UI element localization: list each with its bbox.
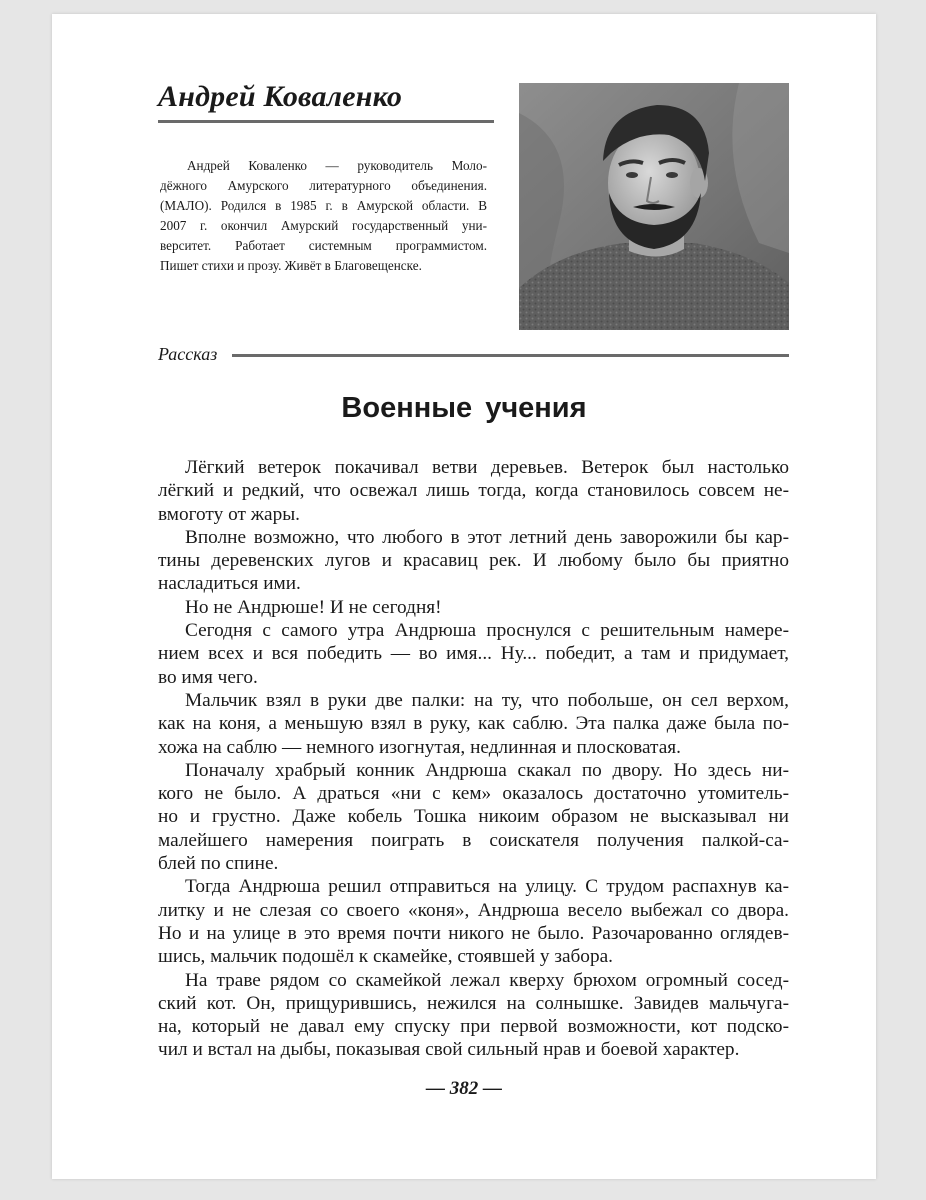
story-line: вмоготу от жары. [158, 503, 300, 525]
story-line: Но и на улице в это время почти никого не было. Разочарованно оглядев- [158, 922, 789, 944]
book-page [52, 14, 876, 1179]
author-portrait-image [519, 83, 789, 330]
author-photo [519, 83, 789, 330]
story-line: На траве рядом со скамейкой лежал кверху брюхом огромный сосед- [185, 969, 789, 991]
story-line: Вполне возможно, что любого в этот летний день заворожили бы кар- [185, 526, 789, 548]
story-line: блей по спине. [158, 853, 279, 875]
story-line: Но не Андрюше! И не сегодня! [185, 596, 442, 618]
story-line: Мальчик взял в руки две палки: на ту, что побольше, он сел верхом, [185, 689, 789, 711]
story-line: малейшего намерения поиграть в соискателя получения палкой-са- [158, 829, 789, 851]
story-line: лёгкий и редкий, что освежал лишь тогда, когда становилось совсем не- [158, 480, 789, 502]
story-line: во имя чего. [158, 666, 258, 688]
story-line: Поначалу храбрый конник Андрюша скакал по двору. Но здесь ни- [185, 759, 789, 781]
story-line: шись, мальчик подошёл к скамейке, стоявшей у забора. [158, 946, 613, 968]
story-line: как на коня, а меньшую взял в руку, как саблю. Эта палка даже была по- [158, 713, 789, 735]
story-line: Лёгкий ветерок покачивал ветви деревьев. Ветерок был настолько [185, 457, 789, 478]
story-line: но и грустно. Даже кобель Тошка никоим образом не высказывал ни [158, 806, 789, 828]
story-body [158, 456, 789, 1062]
bio-line: 2007 г. окончил Амурский государственный уни- [160, 218, 487, 233]
author-name: Андрей Коваленко [158, 80, 403, 113]
bio-line: (МАЛО). Родился в 1985 г. в Амурской области. В [160, 198, 487, 213]
story-line: ский кот. Он, прищурившись, нежился на солнышке. Завидев мальчуга- [158, 992, 789, 1014]
story-line: Тогда Андрюша решил отправиться на улицу. С трудом распахнув ка- [185, 876, 789, 898]
bio-line: верситет. Работает системным программистом. [160, 238, 487, 253]
story-line: насладиться ими. [158, 573, 301, 595]
story-line: чил и встал на дыбы, показывая свой сильный нрав и боевой характер. [158, 1039, 740, 1061]
story-title: Военные учения [341, 392, 587, 424]
bio-line: дёжного Амурского литературного объединения. [160, 178, 487, 193]
section-label: Рассказ [158, 344, 218, 364]
author-name-rule [158, 120, 494, 123]
story-line: кого не было. А драться «ни с кем» оказалось достаточно утомитель- [158, 783, 789, 805]
story-line: нием всех и вся победить — во имя... Ну... победит, а там и придумает, [158, 643, 789, 665]
story-line: хожа на саблю — немного изогнутая, недлинная и плосковатая. [158, 736, 681, 758]
author-bio [160, 156, 487, 276]
story-line: на, который не давал ему спуску при первой возможности, кот подско- [158, 1016, 789, 1038]
page-number: — 382 — [426, 1078, 502, 1099]
story-line: литку и не слезая со своего «коня», Андрюша весело выбежал со двора. [158, 899, 789, 921]
bio-line: Пишет стихи и прозу. Живёт в Благовещенске. [160, 258, 422, 273]
story-line: Сегодня с самого утра Андрюша проснулся с решительным намере- [185, 620, 789, 642]
section-rule [232, 354, 789, 357]
story-line: тины деревенских лугов и красавиц рек. И любому было бы приятно [158, 550, 789, 572]
bio-line: Андрей Коваленко — руководитель Моло- [187, 158, 487, 173]
